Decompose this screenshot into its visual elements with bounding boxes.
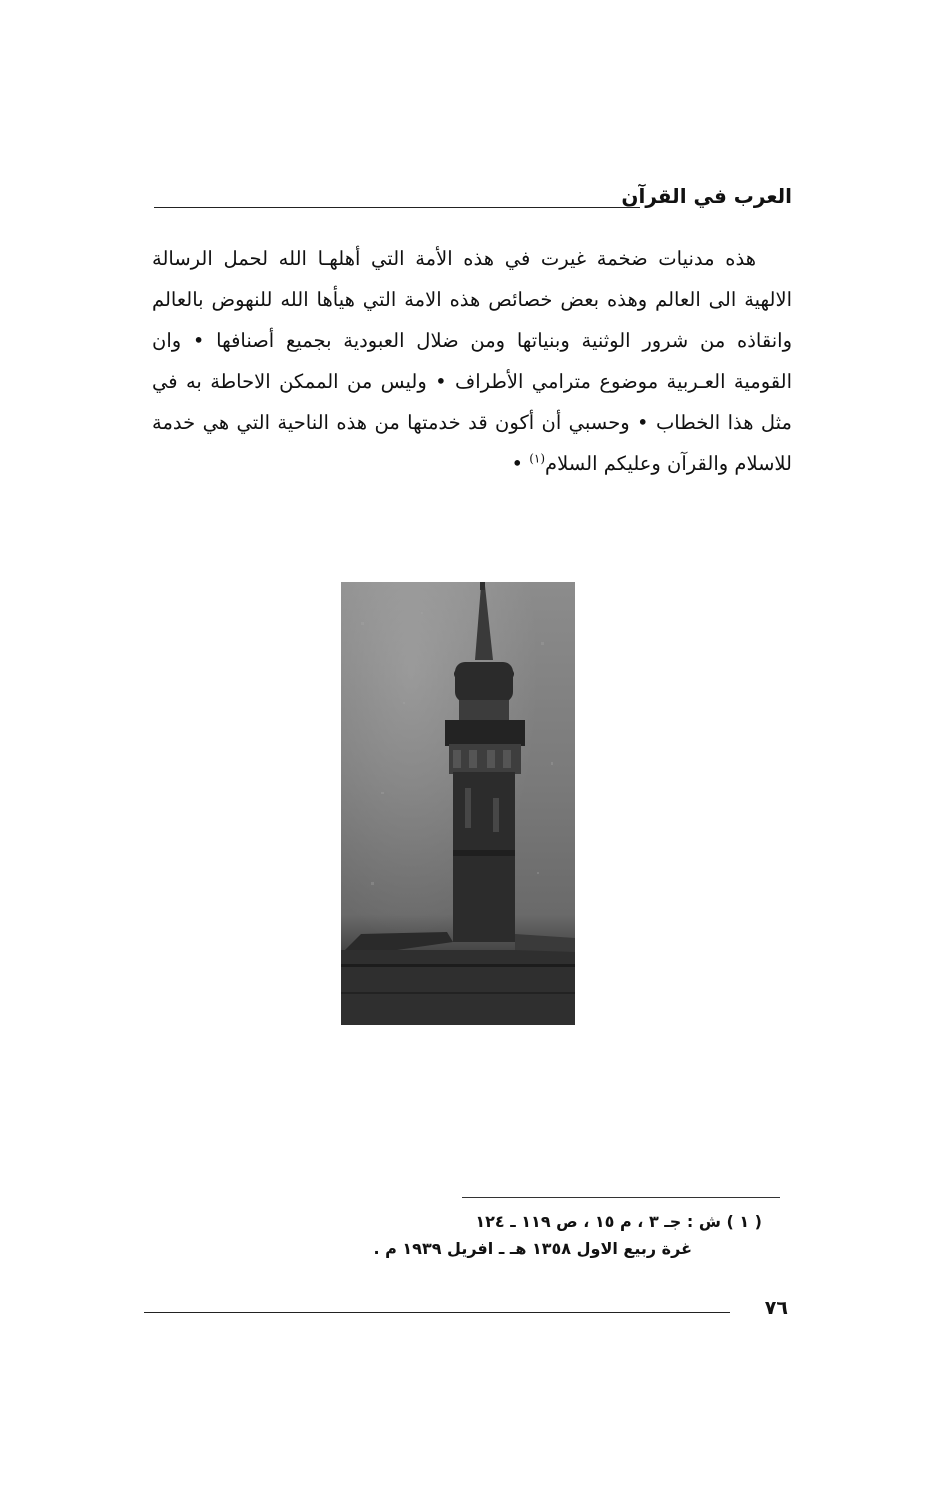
body-paragraph <box>152 238 792 484</box>
footnote-rule <box>462 1197 780 1198</box>
running-title: العرب في القرآن <box>621 184 792 208</box>
paragraph-text: هذه مدنيات ضخمة غيرت في هذه الأمة التي أهلهـا الله لحمل الرسالة الالهية الى العالم وهذه بعض خصائص هذه الامة التي هيأها الله للنهوض بالعالم وانقاذه من شرور الوثنية وبنياتها ومن ضلال العبودية بجميع أصنافها • وان القومية العـربية موضوع مترامي الأطراف • وليس من الممكن الاحاطة به في مثل هذا الخطاب • وحسبي أن أكون قد خدمتها من هذه الناحية التي هي خدمة للاسلام والقرآن وعليكم السلام <box>152 247 792 475</box>
minaret-photo <box>341 582 575 1025</box>
footnote-line: ( ١ ) ش : جـ ٣ ، م ١٥ ، ص ١١٩ ـ ١٢٤ <box>475 1212 762 1231</box>
end-mark: • <box>511 452 530 475</box>
footnotes <box>260 1208 762 1262</box>
page-number: ٧٦ <box>764 1297 788 1319</box>
footer-rule <box>144 1312 730 1313</box>
footnote-marker: (١) <box>529 451 546 466</box>
running-header <box>150 178 792 218</box>
body-text <box>152 238 792 538</box>
header-rule <box>154 207 640 208</box>
minaret-photo-icon <box>341 582 575 1025</box>
footnote-line: غرة ربيع الاول ١٣٥٨ هـ ـ افريل ١٩٣٩ م . <box>373 1239 692 1258</box>
